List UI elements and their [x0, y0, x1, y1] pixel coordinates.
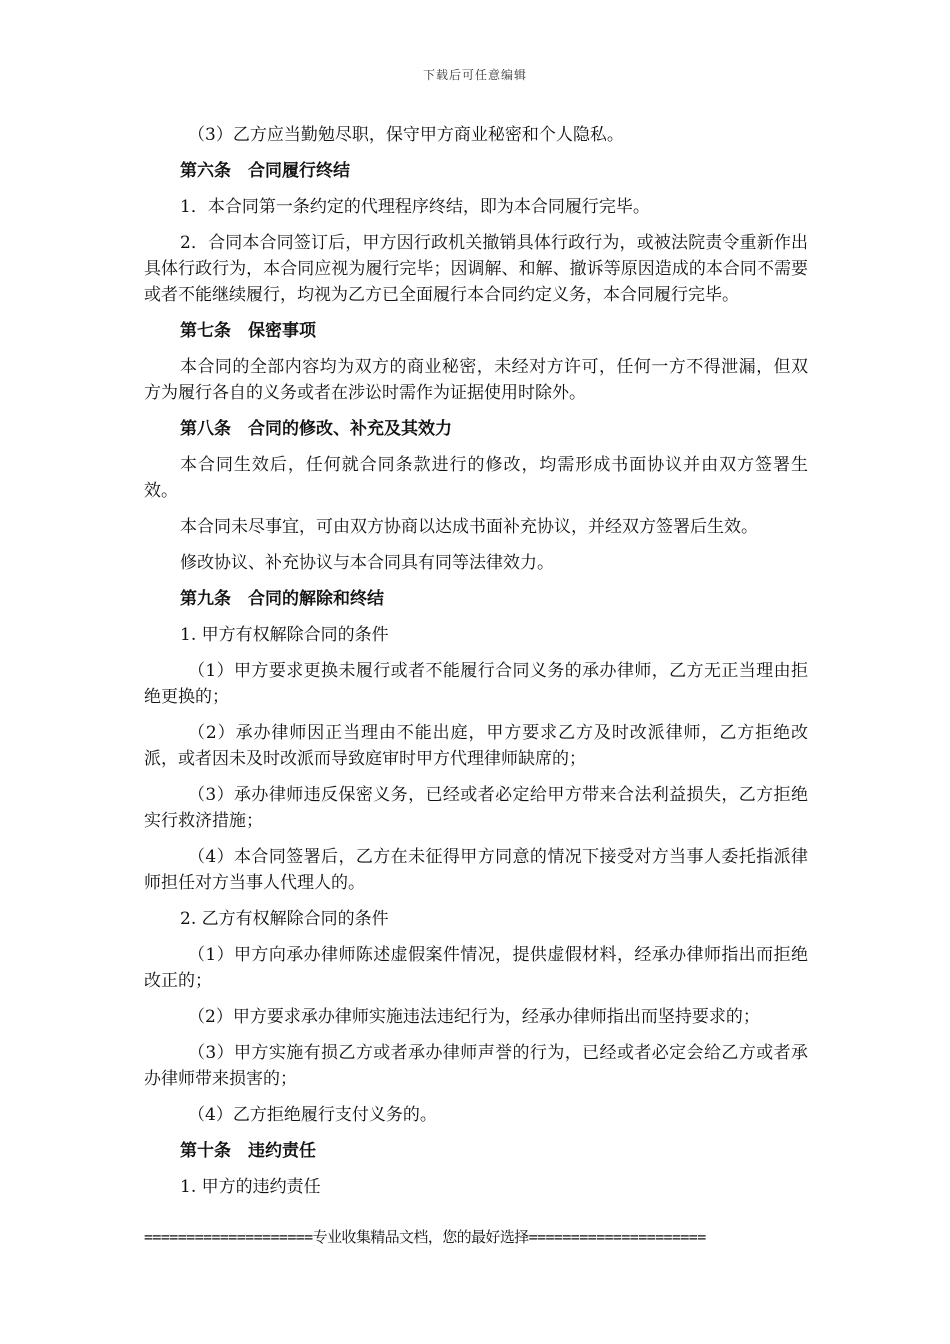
paragraph: 本合同的全部内容均为双方的商业秘密，未经对方许可，任何一方不得泄漏，但双方为履行各自的义务或者在涉讼时需作为证据使用时除外。 — [144, 357, 808, 403]
paragraph: （3）承办律师违反保密义务，已经或者必定给甲方带来合法利益损失，乙方拒绝实行救济措施； — [144, 785, 808, 831]
paragraph: 2. 乙方有权解除合同的条件 — [180, 909, 389, 929]
section-heading: 第八条 合同的修改、补充及其效力 — [180, 419, 452, 439]
paragraph: （3）甲方实施有损乙方或者承办律师声誉的行为，已经或者必定会给乙方或者承办律师带来损害的； — [144, 1043, 808, 1089]
section-heading: 第六条 合同履行终结 — [180, 161, 350, 181]
paragraph: 本合同生效后，任何就合同条款进行的修改，均需形成书面协议并由双方签署生效。 — [144, 455, 808, 501]
paragraph: （1）甲方要求更换未履行或者不能履行合同义务的承办律师，乙方无正当理由拒绝更换的； — [144, 661, 808, 707]
section-heading: 第七条 保密事项 — [180, 321, 316, 341]
paragraph: 1. 甲方有权解除合同的条件 — [180, 625, 389, 645]
paragraph: （1）甲方向承办律师陈述虚假案件情况，提供虚假材料，经承办律师指出而拒绝改正的； — [144, 945, 808, 991]
paragraph: 1. 甲方的违约责任 — [180, 1177, 321, 1197]
paragraph: （4）本合同签署后，乙方在未征得甲方同意的情况下接受对方当事人委托指派律师担任对方当事人代理人的。 — [144, 847, 808, 893]
footer-banner: ====================专业收集精品文档，您的最好选择===================== — [144, 1228, 706, 1246]
paragraph: （2）甲方要求承办律师实施违法违纪行为，经承办律师指出而坚持要求的； — [188, 1007, 760, 1027]
section-heading: 第十条 违约责任 — [180, 1141, 316, 1161]
paragraph: 1．本合同第一条约定的代理程序终结，即为本合同履行完毕。 — [180, 197, 650, 217]
paragraph: 2．合同本合同签订后，甲方因行政机关撤销具体行政行为，或被法院责令重新作出具体行政行为，本合同应视为履行完毕；因调解、和解、撤诉等原因造成的本合同不需要或者不能继续履行，均视为乙方已全面履行本合同约定义务，本合同履行完毕。 — [144, 233, 808, 305]
paragraph: （3）乙方应当勤勉尽职，保守甲方商业秘密和个人隐私。 — [188, 125, 624, 145]
paragraph: （4）乙方拒绝履行支付义务的。 — [188, 1105, 437, 1125]
header-note: 下载后可任意编辑 — [422, 68, 527, 82]
document-body — [144, 122, 808, 1210]
section-heading: 第九条 合同的解除和终结 — [180, 589, 384, 609]
paragraph: 修改协议、补充协议与本合同具有同等法律效力。 — [180, 553, 554, 573]
paragraph: 本合同未尽事宜，可由双方协商以达成书面补充协议，并经双方签署后生效。 — [180, 517, 758, 537]
paragraph: （2）承办律师因正当理由不能出庭，甲方要求乙方及时改派律师，乙方拒绝改派，或者因未及时改派而导致庭审时甲方代理律师缺席的； — [144, 723, 808, 769]
